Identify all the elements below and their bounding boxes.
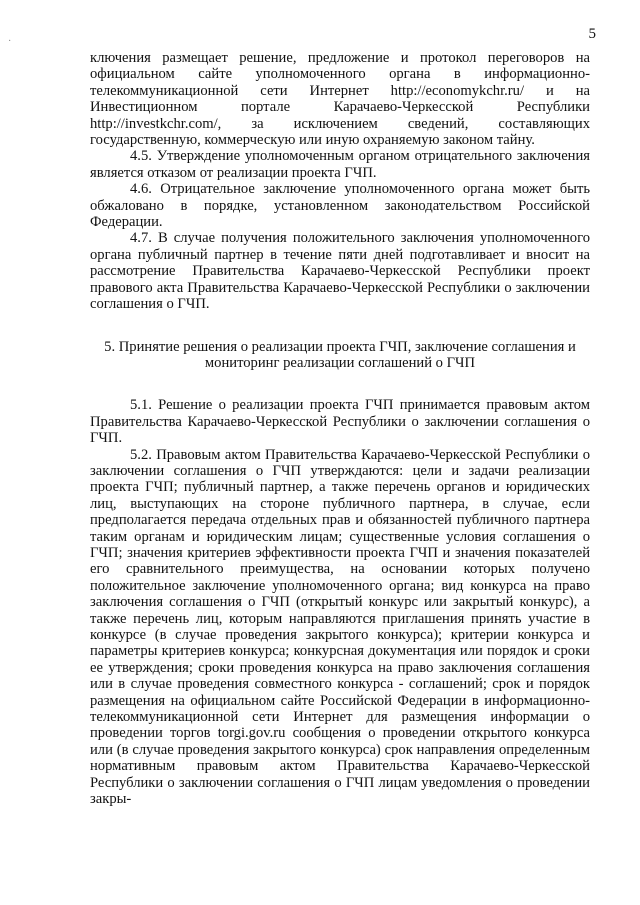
scan-speck: · xyxy=(8,36,12,47)
paragraph-4-5: 4.5. Утверждение уполномоченным органом отрицательного заключения является отказом от реализации проекта ГЧП. xyxy=(90,148,590,181)
paragraph-4-6: 4.6. Отрицательное заключение уполномоченного органа может быть обжаловано в порядке, установленном законодательством Российской Федерации. xyxy=(90,181,590,231)
paragraph-4-7: 4.7. В случае получения положительного заключения уполномоченного органа публичный партнер в течение пяти дней подготавливает и вносит на рассмотрение Правительства Карачаево-Черкесской Республики проект правового акта Правительства Карачаево-Черкесской Республики о заключении соглашения о ГЧП. xyxy=(90,230,590,313)
paragraph-5-1: 5.1. Решение о реализации проекта ГЧП принимается правовым актом Правительства Карачаево-Черкесской Республики о заключении соглашения о ГЧП. xyxy=(90,397,590,447)
document-body xyxy=(90,50,590,807)
paragraph-5-2: 5.2. Правовым актом Правительства Карачаево-Черкесской Республики о заключении соглашения о ГЧП утверждаются: цели и задачи реализации проекта ГЧП; публичный партнер, а также перечень органов и юридических лиц, выступающих на стороне публичного партнера, в случае, если предполагается передача отдельных прав и обязанностей публичного партнера таким органам и юридическим лицам; существенные условия соглашения о ГЧП; значения критериев эффективности проекта ГЧП и значения показателей его сравнительного преимущества, на основании которых получено положительное заключение уполномоченного органа; вид конкурса на право заключения соглашения о ГЧП (открытый конкурс или закрытый конкурс), а также перечень лиц, которым направляются приглашения принять участие в конкурсе (в случае проведения закрытого конкурса); критерии конкурса и параметры критериев конкурса; конкурсная документация или порядок и сроки ее утверждения; сроки проведения конкурса на право заключения соглашения или в случае проведения совместного конкурса - соглашений; срок и порядок размещения на официальном сайте Российской Федерации в информационно-телекоммуникационной сети Интернет для размещения информации о проведении торгов torgi.gov.ru сообщения о проведении открытого конкурса или (в случае проведения закрытого конкурса) срок направления определенным нормативным правовым актом Правительства Карачаево-Черкесской Республики о заключении соглашения о ГЧП лицам уведомления о проведении закры- xyxy=(90,446,590,808)
paragraph-continuation: ключения размещает решение, предложение и протокол переговоров на официальном сайте уполномоченного органа в информационно-телекоммуникационной сети Интернет http://economykchr.ru/ и на Инвестиционном портале Карачаево-Черкесской Республики http://investkchr.com/, за исключением сведений, составляющих государственную, коммерческую или иную охраняемую законом тайну. xyxy=(90,50,590,149)
page-number: 5 xyxy=(588,26,596,42)
section-5-heading: 5. Принятие решения о реализации проекта ГЧП, заключение соглашения и мониторинг реализации соглашений о ГЧП xyxy=(104,338,576,371)
